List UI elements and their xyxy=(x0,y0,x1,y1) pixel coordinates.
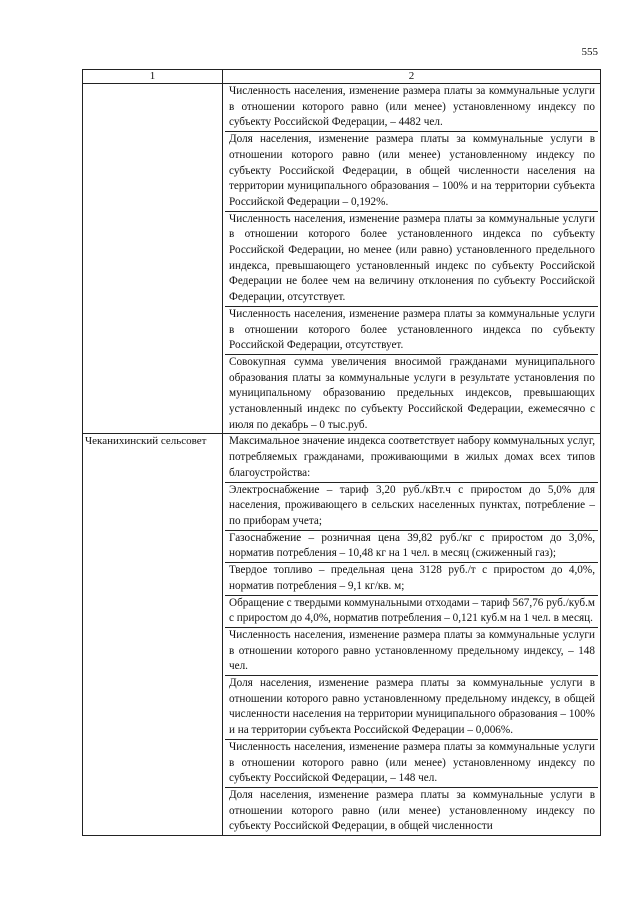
paragraph: Численность населения, изменение размера платы за коммунальные услуги в отношении которого более установленного индекса по субъекту Российской Федерации, но менее (или равно) установленного предельного индекса, превышающего установленный индекс по субъекту Российской Федерации не более чем на величину отклонения по субъекту Российской Федерации, отсутствует. xyxy=(225,212,598,307)
page-number: 555 xyxy=(581,46,598,58)
paragraph: Электроснабжение – тариф 3,20 руб./кВт.ч с приростом до 5,0% для населения, проживающего в сельских населенных пунктах, потребление – по приборам учета; xyxy=(225,483,598,531)
paragraph: Доля населения, изменение размера платы за коммунальные услуги в отношении которого равно (или менее) установленному индексу по субъекту Российской Федерации, в общей численности xyxy=(229,788,595,833)
paragraph: Совокупная сумма увеличения вносимой гражданами муниципального образования платы за коммунальные услуги в результате установления по муниципальному образованию предельных индексов, превышающих установленный индекс по субъекту Российской Федерации, ежемесячно с июля по декабрь – 0 тыс.руб. xyxy=(229,355,595,431)
paragraph: Твердое топливо – предельная цена 3128 руб./т с приростом до 4,0%, норматив потребления – 9,1 кг/кв. м; xyxy=(225,563,598,595)
content-cell xyxy=(223,84,601,434)
paragraph: Доля населения, изменение размера платы за коммунальные услуги в отношении которого равно установленному предельному индексу, в общей численности населения на территории муниципального образования – 100% и на территории субъекта Российской Федерации – 0,006%. xyxy=(225,676,598,740)
paragraph: Численность населения, изменение размера платы за коммунальные услуги в отношении которого равно (или менее) установленному индексу по субъекту Российской Федерации, – 148 чел. xyxy=(225,740,598,788)
paragraph: Обращение с твердыми коммунальными отходами – тариф 567,76 руб./куб.м с приростом до 4,0%, норматив потребления – 0,121 куб.м на 1 чел. в месяц. xyxy=(225,596,598,628)
column-header-1: 1 xyxy=(83,70,223,84)
content-cell xyxy=(223,434,601,836)
paragraph: Газоснабжение – розничная цена 39,82 руб./кг с приростом до 3,0%, норматив потребления – 10,48 кг на 1 чел. в месяц (сжиженный газ); xyxy=(225,531,598,563)
municipality-cell xyxy=(83,84,223,434)
paragraph: Численность населения, изменение размера платы за коммунальные услуги в отношении которого более установленного индекса по субъекту Российской Федерации, отсутствует. xyxy=(225,307,598,355)
table-row xyxy=(83,84,601,434)
municipality-cell: Чеканихинский сельсовет xyxy=(83,434,223,836)
paragraph: Максимальное значение индекса соответствует набору коммунальных услуг, потребляемых гражданами, проживающими в жилых домах всех типов благоустройства: xyxy=(225,434,598,482)
column-header-2: 2 xyxy=(223,70,601,84)
paragraph: Доля населения, изменение размера платы за коммунальные услуги в отношении которого равно (или менее) установленному индексу по субъекту Российской Федерации, в общей численности населения на территории муниципального образования – 100% и на территории субъекта Российской Федерации – 0,192%. xyxy=(225,132,598,212)
table-row xyxy=(83,434,601,836)
paragraph: Численность населения, изменение размера платы за коммунальные услуги в отношении которого равно (или менее) установленному индексу по субъекту Российской Федерации, – 4482 чел. xyxy=(225,84,598,132)
tariff-table xyxy=(82,69,601,836)
paragraph: Численность населения, изменение размера платы за коммунальные услуги в отношении которого равно установленному предельному индексу, – 148 чел. xyxy=(225,628,598,676)
table-header-row xyxy=(83,70,601,84)
